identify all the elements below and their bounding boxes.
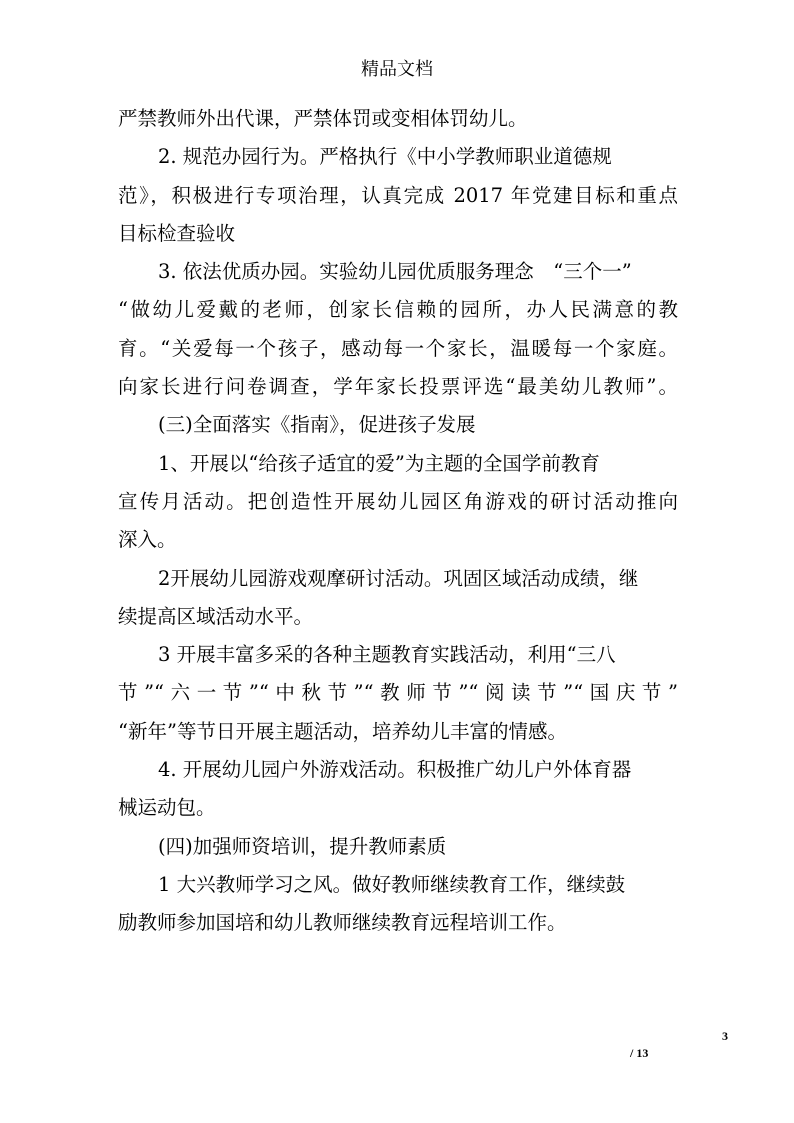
document-header: 精品文档 — [361, 59, 433, 80]
page-total: / 13 — [630, 1046, 649, 1060]
document-body — [118, 100, 678, 943]
section-heading: (四)加强师资培训，提升教师素质 — [158, 834, 447, 858]
paragraph-line: 4. 开展幼儿园户外游戏活动。积极推广幼儿户外体育器 — [158, 758, 632, 782]
paragraph-line: 宣传月活动。把创造性开展幼儿园区角游戏的研讨活动推向 — [118, 489, 678, 513]
paragraph-line: 范》，积极进行专项治理，认真完成 2017 年党建目标和重点 — [118, 183, 678, 207]
paragraph-line: 2开展幼儿园游戏观摩研讨活动。巩固区域活动成绩，继 — [158, 566, 639, 590]
paragraph-line: 3 开展丰富多采的各种主题教育实践活动，利用“三八 — [158, 643, 616, 667]
paragraph-line: 械运动包。 — [118, 796, 216, 820]
paragraph-line: “做幼儿爱戴的老师，创家长信赖的园所，办人民满意的教 — [118, 298, 678, 322]
paragraph-line: 向家长进行问卷调查，学年家长投票评选“最美幼儿教师”。 — [118, 375, 678, 399]
section-heading: (三)全面落实《指南》，促进孩子发展 — [158, 413, 476, 437]
paragraph-line: “新年”等节日开展主题活动，培养幼儿丰富的情感。 — [118, 719, 567, 743]
paragraph-line: 严禁教师外出代课，严禁体罚或变相体罚幼儿。 — [118, 107, 528, 130]
paragraph-line: 深入。 — [118, 528, 177, 552]
paragraph-line: 3. 依法优质办园。实验幼儿园优质服务理念 “三个一” — [158, 260, 632, 284]
page-number: 3 — [722, 1029, 728, 1043]
paragraph-line: 2. 规范办园行为。严格执行《中小学教师职业道德规 — [158, 145, 612, 169]
paragraph-line: 育。“关爱每一个孩子，感动每一个家长，温暖每一个家庭。 — [118, 336, 678, 360]
paragraph-line: 目标检查验收 — [118, 221, 236, 245]
paragraph-line: 励教师参加国培和幼儿教师继续教育远程培训工作。 — [118, 911, 567, 935]
paragraph-line: 1、开展以“给孩子适宜的爱”为主题的全国学前教育 — [158, 451, 600, 475]
paragraph-line: 节”“六一节”“中秋节”“教师节”“阅读节”“国庆节” — [118, 681, 678, 705]
paragraph-line: 1 大兴教师学习之风。做好教师继续教育工作，继续鼓 — [158, 872, 626, 896]
paragraph-line: 续提高区域活动水平。 — [118, 604, 314, 628]
